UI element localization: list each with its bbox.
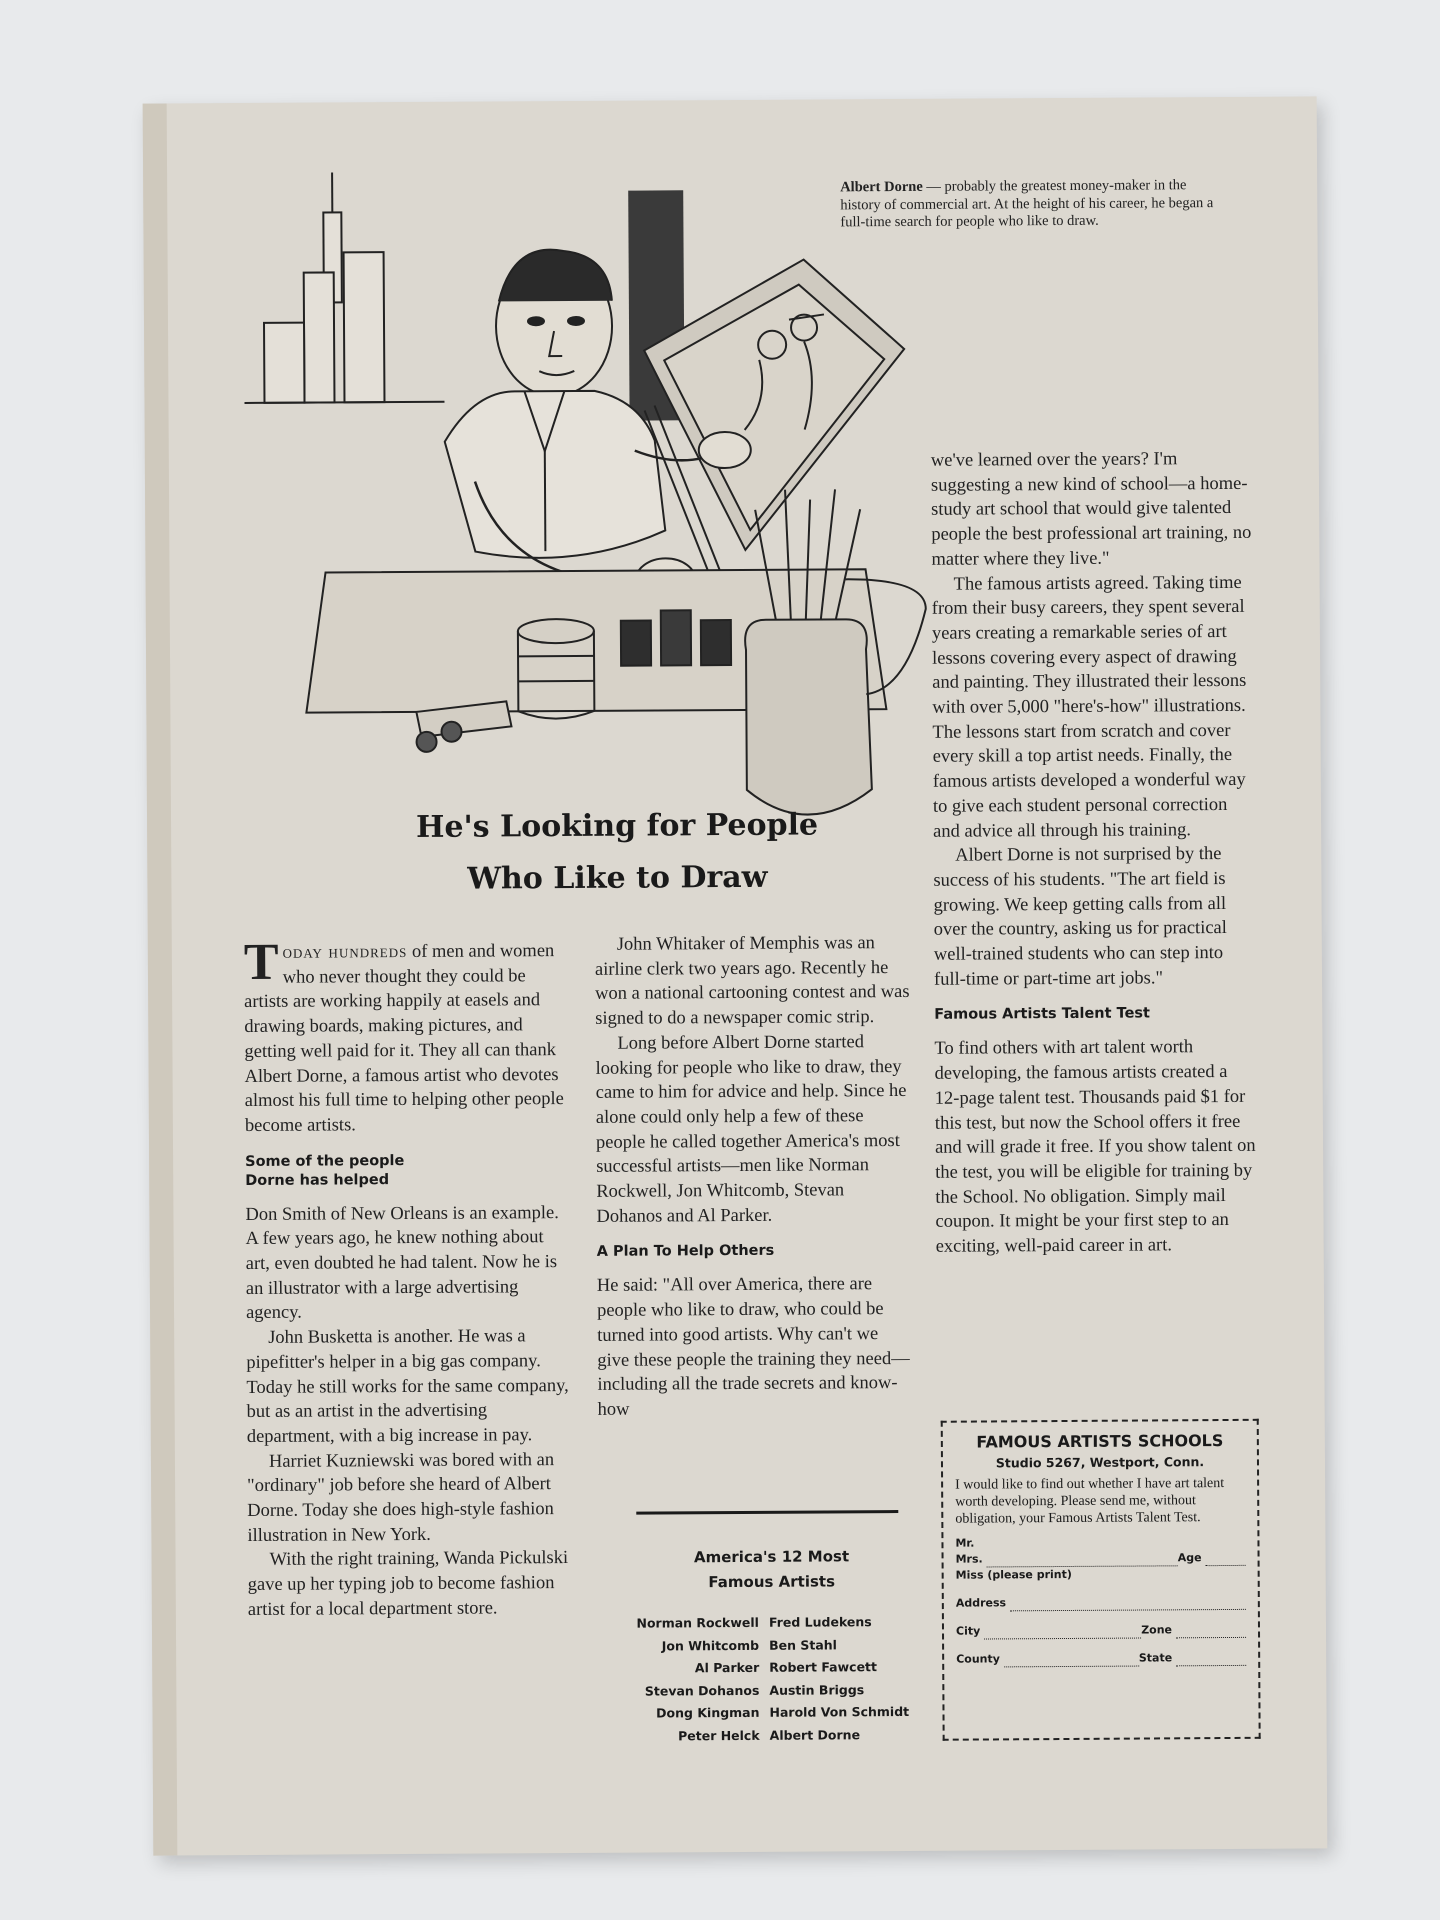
paragraph-don-smith: Don Smith of New Orleans is an example. A few years ago, he knew nothing about art, even doubted he had talent. Now he is an illustrator with a large advertising agency.: [245, 1202, 559, 1324]
paragraph-harriet-kuzniewski: Harriet Kuzniewski was bored with an "ordinary" job before she heard of Albert Dorne. Today she does high-style fashion illustration in New York.: [247, 1449, 555, 1546]
artist-row: [589, 1633, 949, 1658]
artist-name: Robert Fawcett: [769, 1659, 878, 1675]
artist-name: Dong Kingman: [656, 1704, 760, 1721]
headline: [327, 799, 908, 907]
field-label: Age: [1177, 1551, 1202, 1565]
artists-title-line-1: America's 12 Most: [693, 1547, 850, 1567]
artist-name: Jon Whitcomb: [661, 1637, 760, 1653]
artist-name: Norman Rockwell: [636, 1614, 759, 1631]
artist-name: Peter Helck: [678, 1727, 760, 1743]
coupon-field-address[interactable]: [956, 1594, 1246, 1612]
paragraph-continued: we've learned over the years? I'm suggesting a new kind of school—a home-study art school that would give talented people the best professional art training, no matter where they live.": [930, 449, 1252, 570]
age-line[interactable]: [1206, 1553, 1246, 1566]
artist-row: [589, 1656, 949, 1681]
paragraph-long-before: Long before Albert Dorne started looking for people who like to draw, they came to him for advice and help. Since he alone could only help a few of these people he called together America's most successful artists—men like Norman Rockwell, Jon Whitcomb, Stevan Dohanos and Al Parker.: [595, 1032, 907, 1227]
drop-cap: T: [243, 933, 279, 991]
coupon-field-county[interactable]: [956, 1650, 1246, 1668]
paragraph-not-surprised: Albert Dorne is not surprised by the success of his students. "The art field is growing. We keep getting calls from all over the country, asking us for practical well-trained students who can step into full-time or part-time art jobs.": [933, 844, 1227, 990]
artist-name: Stevan Dohanos: [644, 1682, 760, 1699]
coupon-studio: Studio 5267, Westport, Conn.: [995, 1454, 1205, 1471]
name-line[interactable]: [987, 1553, 1178, 1567]
field-label: Mr.: [955, 1536, 975, 1550]
artist-name: Austin Briggs: [769, 1681, 865, 1698]
coupon-body: I would like to find out whether I have art talent worth developing. Please send me, without obligation, your Famous Artists Talent Test.: [955, 1476, 1225, 1527]
paragraph-he-said: He said: "All over America, there are people who like to draw, who could be turned into good artists. Why can't we give these people the training they need—including all the trade secrets and know-how: [596, 1274, 910, 1420]
albert-dorne-illustration: [243, 149, 937, 853]
field-label: County: [956, 1652, 1000, 1666]
coupon-field-mr: [955, 1534, 1245, 1552]
address-line[interactable]: [1010, 1597, 1246, 1611]
paragraph-talent-test: To find others with art talent worth developing, the famous artists created a 12-page talent test. Thousands paid $1 for this test, but now the School offers it free and will grade it free. If you show talent on the test, you will be eligible for training by the School. No obligation. Simply mail coupon. It might be your first step to an exciting, well-paid career in art.: [934, 1037, 1256, 1257]
paragraph-john-whitaker: John Whitaker of Memphis was an airline clerk two years ago. Recently he won a national cartooning contest and was signed to do a newspaper comic strip.: [594, 933, 910, 1029]
field-label: City: [955, 1624, 981, 1638]
headline-line-1: He's Looking for People: [415, 807, 819, 845]
artist-name: Albert Dorne: [769, 1726, 861, 1743]
artist-name: Al Parker: [694, 1659, 760, 1676]
field-label: Zone: [1141, 1623, 1173, 1637]
subhead-talent-test: Famous Artists Talent Test: [934, 1005, 1150, 1024]
field-label: Miss (please print): [955, 1567, 1072, 1582]
coupon-field-city[interactable]: [956, 1622, 1246, 1640]
divider-rule: [636, 1510, 898, 1515]
coupon-field-mrs[interactable]: [956, 1550, 1246, 1568]
state-line[interactable]: [1176, 1653, 1246, 1666]
famous-artists-list: [589, 1611, 950, 1748]
paragraph-john-busketta: John Busketta is another. He was a pipefitter's helper in a big gas company. Today he still works for the same company, but as an artist in the advertising department, with a big increase in pay.: [246, 1326, 569, 1447]
artist-row: [589, 1611, 949, 1636]
coupon-title: FAMOUS ARTISTS SCHOOLS: [976, 1431, 1224, 1452]
mail-coupon[interactable]: [941, 1419, 1261, 1741]
famous-artists-title: [651, 1544, 891, 1595]
article-column-3: [931, 447, 1258, 1260]
paragraph-wanda-pickulski: With the right training, Wanda Pickulski gave up her typing job to become fashion artist for a local department store.: [247, 1548, 569, 1620]
subhead-plan: A Plan To Help Others: [596, 1243, 775, 1261]
intro-paragraph: [243, 933, 570, 1139]
subhead-line-1: Some of the people: [245, 1152, 405, 1170]
article-column-2: [595, 931, 913, 1423]
paragraph-artists-agreed: The famous artists agreed. Taking time from their busy careers, they spent several years creating a remarkable series of art lessons covering every aspect of drawing and painting. They illustrated their lessons with over 5,000 "here's-how" illustrations. The lessons start from scratch and cover every skill a top artist needs. Finally, the famous artists developed a wonderful way to give each student personal correction and advice all through his training.: [931, 572, 1247, 842]
field-label: Mrs.: [955, 1552, 983, 1566]
magazine-back-page: [143, 96, 1328, 1855]
artist-row: [589, 1678, 949, 1703]
headline-line-2: Who Like to Draw: [467, 859, 768, 897]
intro-text: of men and women who never thought they could be artists are working happily at easels and drawing boards, making pictures, and getting well paid for it. They all can thank Albert Dorne, a famous artist who devotes almost his full time to helping other people become artists.: [244, 941, 564, 1136]
subhead-line-2: Dorne has helped: [245, 1171, 390, 1189]
artist-row: [589, 1701, 949, 1726]
artist-name: Ben Stahl: [769, 1636, 837, 1653]
caption-name: Albert Dorne: [840, 178, 923, 196]
page-spine-edge: [143, 103, 178, 1855]
zone-line[interactable]: [1176, 1625, 1246, 1638]
artist-row: [590, 1723, 950, 1748]
intro-small-caps: oday hundreds: [282, 942, 408, 963]
article-column-1: [243, 933, 573, 1623]
coupon-field-miss: [956, 1566, 1246, 1584]
artist-name: Fred Ludekens: [768, 1614, 872, 1630]
caption-text: — probably the greatest money-maker in the history of commercial art. At the height of his career, he began a full-time search for people who like to draw.: [840, 177, 1214, 231]
field-label: State: [1138, 1651, 1173, 1665]
county-line[interactable]: [1004, 1654, 1139, 1668]
field-label: Address: [955, 1596, 1007, 1610]
artist-name: Harold Von Schmidt: [769, 1703, 910, 1720]
subhead-people-helped: [245, 1151, 570, 1191]
city-line[interactable]: [984, 1626, 1141, 1640]
illustration-caption: [840, 177, 1220, 232]
artists-title-line-2: Famous Artists: [708, 1572, 836, 1592]
